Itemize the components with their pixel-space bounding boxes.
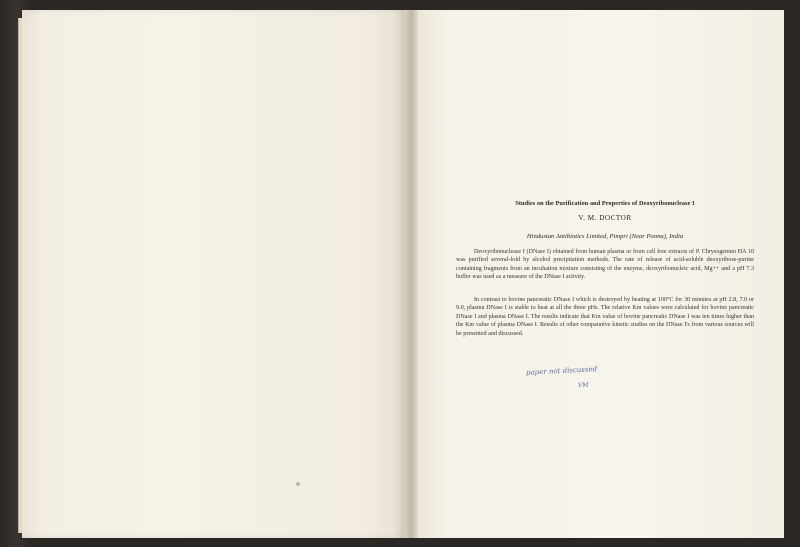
abstract-paragraph: Deoxyribonuclease I (DNase I) obtained from human plasma or from cell free extracts of P. Chrysogenum HA 10 was purified several-fold by alcohol precipitation methods. The rate of release of acid-soluble deoxyribose-purine containing fragments from an incubation mixture consisting of the enzyme, deoxyribonucleic acid, Mg++ and a pH 7.3 buffer was used as a measure of the DNase I activity.	[456, 249, 754, 281]
handwritten-note: paper not discussed	[525, 365, 598, 377]
author-affiliation: Hindustan Antibiotics Limited, Pimpri (Near Poona), India	[526, 233, 684, 240]
author-name: V. M. DOCTOR	[578, 214, 632, 222]
abstract-paragraph: In contrast to bovine pancreatic DNase I which is destroyed by heating at 100°C for 30 minutes at pH 2.8, 7.0 or 9.0, plasma DNase I is stable to heat at all the three pHs. The relative Km values were calculated for bovine pancreatic DNase I and plasma DNase I. The results indicate that Km value of bovine pancreatic DNase I was ten times higher than the Km value of plasma DNase I. Results of other comparative kinetic studies on the DNase I's from various sources will be presented and discussed.	[456, 297, 754, 337]
left-page	[22, 10, 407, 538]
abstract-title: Studies on the Purification and Properties of Deoxyribonuclease I	[515, 200, 695, 207]
pencil-dot	[296, 482, 300, 486]
handwritten-initials: VM	[577, 381, 589, 390]
